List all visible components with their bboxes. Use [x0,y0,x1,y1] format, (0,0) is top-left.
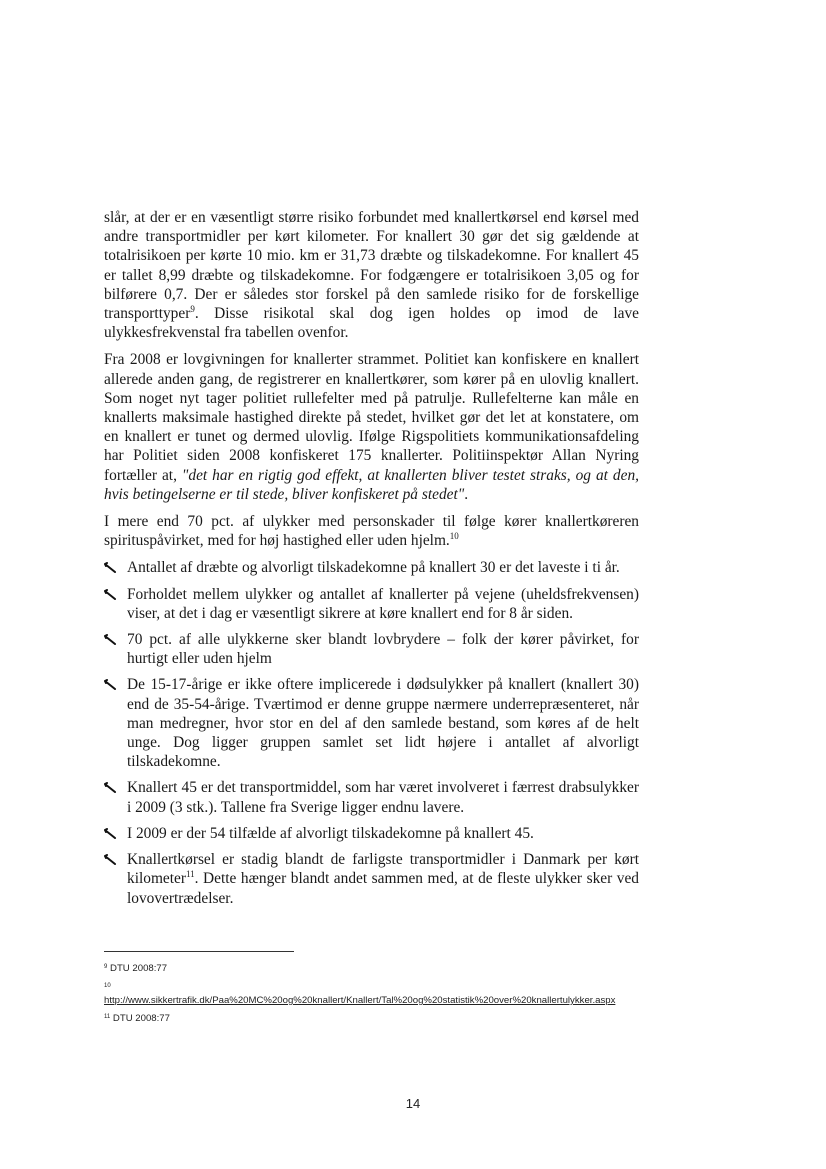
arrow-bullet-icon [104,828,118,840]
paragraph-accidents [104,512,639,550]
list-item-text: . Dette hænger blandt andet sammen med, at de fleste ulykker sker ved lovovertrædelser. [127,870,639,907]
paragraph-text: . Disse risikotal skal dog igen holdes op imod de lave ulykkesfrekvenstal fra tabellen ovenfor. [104,305,639,342]
quote-text: "det har en rigtig god effekt, at knallerten bliver testet straks, og at den, hvis betingelserne er til stede, bliver konfiskeret på stedet" [104,466,639,503]
page-number: 14 [405,1096,421,1111]
list-item-text: Knallert 45 er det transportmiddel, som har været involveret i færrest drabsulykker i 2009 (3 stk.). Tallene fra Sverige ligger endnu lavere. [127,779,639,816]
footnote-divider [104,951,294,952]
list-item [104,675,639,771]
list-item [104,630,639,668]
list-item-text: Knallertkørsel er stadig blandt de farligste transportmidler i Danmark per kørt kilometer [127,851,639,888]
paragraph-text: slår, at der er en væsentligt større risiko forbundet med knallertkørsel end kørsel med andre transportmidler per kørt kilometer. For knallert 30 gør det sig gældende at totalrisikoen per kørte 10 mio. km er 31,73 dræbte og tilskadekomne. For knallert 45 er tallet 8,99 dræbte og tilskadekomne. For fodgængere er totalrisikoen 3,05 og for bilførere 0,7. Der er således stor forskel på den samlede risiko for de forskellige transporttyper [104,209,639,323]
footnote-ref-9[interactable]: 9 [190,304,195,315]
paragraph-text: . [464,485,469,503]
footnote-11 [104,1013,644,1025]
footnote-10-link[interactable]: http://www.sikkertrafik.dk/Paa%20MC%20og%20knallert/Knallert/Tal%20og%20statistik%20over%20knallertulykker.aspx [104,995,616,1006]
arrow-bullet-icon [104,679,118,691]
footnote-ref-10[interactable]: 10 [449,531,459,542]
paragraph-risk [104,208,639,342]
list-item-text: 70 pct. af alle ulykkerne sker blandt lovbrydere – folk der kører påvirket, for hurtigt eller uden hjelm [127,631,639,668]
arrow-bullet-icon [104,782,118,794]
list-item-text: Antallet af dræbte og alvorligt tilskadekomne på knallert 30 er det laveste i ti år. [127,559,620,577]
list-item [104,585,639,623]
list-item [104,850,639,908]
main-text [104,208,639,915]
list-item [104,824,639,843]
footnote-10-number: 10 [104,983,111,989]
arrow-bullet-icon [104,562,118,574]
footnote-number: 11 [104,1014,111,1020]
arrow-bullet-icon [104,589,118,601]
list-item [104,558,639,577]
paragraph-legislation [104,350,639,504]
arrow-bullet-icon [104,854,118,866]
footnote-number: 9 [104,964,108,970]
list-item-text: I 2009 er der 54 tilfælde af alvorligt tilskadekomne på knallert 45. [127,824,534,842]
footnote-text: DTU 2008:77 [110,963,168,974]
list-item-text: Forholdet mellem ulykker og antallet af knallerter på vejene (uheldsfrekvensen) viser, at det i dag er væsentligt sikrere at køre knallert end for 8 år siden. [127,585,639,622]
footnote-text: DTU 2008:77 [112,1013,170,1024]
paragraph-text: I mere end 70 pct. af ulykker med personskader til følge kører knallertkøreren spirituspåvirket, med for høj hastighed eller uden hjelm. [104,513,639,550]
footnotes [104,963,644,1031]
arrow-bullet-icon [104,634,118,646]
list-item [104,778,639,816]
paragraph-text: Fra 2008 er lovgivningen for knallerter strammet. Politiet kan konfiskere en knallert allerede anden gang, de registrerer en knallertkører, som kører på en ulovlig knallert. Som noget nyt tager politiet rullefelter med på patrulje. Rullefelterne kan måle en knallerts maksimale hastighed direkte på stedet, hvilket gør det let at konstatere, om en knallert er tunet og dermed ulovlig. Ifølge Rigspolitiets kommunikationsafdeling har Politiet siden 2008 konfiskeret 175 knallerter. Politiinspektør Allan Nyring fortæller at, [104,351,639,484]
footnote-9 [104,963,644,975]
list-item-text: De 15-17-årige er ikke oftere implicerede i dødsulykker på knallert (knallert 30) end de 35-54-årige. Tværtimod er denne gruppe nærmere underrepræsenteret, når man medregner, hvor stor en del af den samlede bestand, som køres af de helt unge. Dog ligger gruppen samlet set lidt højere i antallet af alvorligt tilskadekomne. [127,676,639,771]
bullet-list [104,558,639,907]
footnote-ref-11[interactable]: 11 [185,869,195,880]
